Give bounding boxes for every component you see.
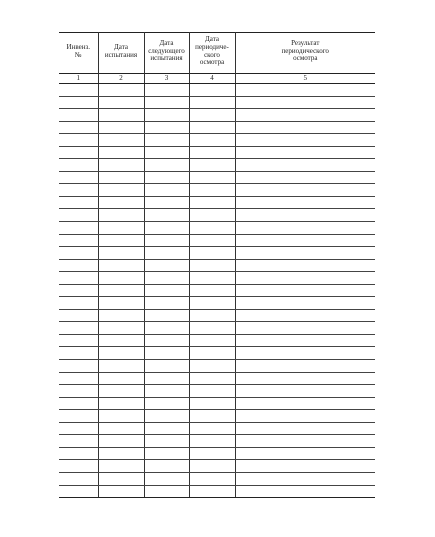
- empty-cell: [189, 134, 235, 147]
- table-row: [59, 322, 375, 335]
- empty-cell: [98, 472, 144, 485]
- empty-cell: [144, 222, 189, 235]
- empty-cell: [98, 121, 144, 134]
- header-next-test-date: Дата следующего испытания: [144, 33, 189, 74]
- table-row: [59, 422, 375, 435]
- empty-cell: [59, 134, 98, 147]
- empty-cell: [189, 259, 235, 272]
- empty-cell: [235, 485, 375, 498]
- empty-cell: [235, 146, 375, 159]
- empty-cell: [144, 397, 189, 410]
- empty-cell: [59, 372, 98, 385]
- empty-cell: [235, 96, 375, 109]
- empty-cell: [144, 259, 189, 272]
- empty-cell: [189, 347, 235, 360]
- empty-cell: [189, 184, 235, 197]
- empty-cell: [59, 397, 98, 410]
- empty-cell: [98, 410, 144, 423]
- empty-cell: [235, 447, 375, 460]
- table-row: [59, 385, 375, 398]
- empty-cell: [189, 410, 235, 423]
- column-number: 3: [144, 74, 189, 84]
- empty-cell: [98, 309, 144, 322]
- empty-cell: [189, 96, 235, 109]
- empty-cell: [98, 460, 144, 473]
- table-row: [59, 460, 375, 473]
- empty-cell: [235, 222, 375, 235]
- empty-cell: [144, 134, 189, 147]
- empty-cell: [59, 247, 98, 260]
- table-row: [59, 309, 375, 322]
- empty-cell: [59, 322, 98, 335]
- table-row: [59, 347, 375, 360]
- empty-cell: [189, 109, 235, 122]
- empty-cell: [59, 171, 98, 184]
- table-row: [59, 485, 375, 498]
- table-row: [59, 159, 375, 172]
- empty-cell: [235, 372, 375, 385]
- empty-cell: [59, 84, 98, 97]
- empty-cell: [59, 447, 98, 460]
- empty-cell: [235, 284, 375, 297]
- empty-cell: [144, 159, 189, 172]
- header-inventory-number: Инвенз. №: [59, 33, 98, 74]
- empty-cell: [189, 472, 235, 485]
- empty-cell: [98, 272, 144, 285]
- empty-cell: [144, 435, 189, 448]
- empty-cell: [189, 146, 235, 159]
- table-row: [59, 410, 375, 423]
- table-row: [59, 435, 375, 448]
- empty-cell: [98, 209, 144, 222]
- empty-cell: [189, 447, 235, 460]
- table-row: [59, 121, 375, 134]
- empty-cell: [235, 297, 375, 310]
- empty-cell: [98, 96, 144, 109]
- header-test-date: Дата испытания: [98, 33, 144, 74]
- table-row: [59, 397, 375, 410]
- table-row: [59, 96, 375, 109]
- empty-cell: [189, 171, 235, 184]
- empty-cell: [189, 196, 235, 209]
- empty-cell: [98, 159, 144, 172]
- empty-cell: [235, 196, 375, 209]
- empty-cell: [189, 435, 235, 448]
- empty-cell: [59, 259, 98, 272]
- empty-cell: [98, 422, 144, 435]
- empty-cell: [235, 134, 375, 147]
- empty-cell: [98, 284, 144, 297]
- header-inspection-result: Результат периодического осмотра: [235, 33, 375, 74]
- empty-cell: [59, 146, 98, 159]
- empty-cell: [98, 435, 144, 448]
- empty-cell: [144, 485, 189, 498]
- empty-cell: [144, 410, 189, 423]
- empty-cell: [144, 297, 189, 310]
- table-row: [59, 297, 375, 310]
- empty-cell: [189, 360, 235, 373]
- column-number: 4: [189, 74, 235, 84]
- column-number-row: [59, 74, 375, 84]
- empty-cell: [59, 234, 98, 247]
- empty-cell: [144, 284, 189, 297]
- empty-cell: [235, 84, 375, 97]
- empty-cell: [144, 309, 189, 322]
- empty-cell: [98, 222, 144, 235]
- table-row: [59, 360, 375, 373]
- empty-cell: [59, 196, 98, 209]
- empty-cell: [235, 109, 375, 122]
- empty-cell: [144, 347, 189, 360]
- empty-cell: [59, 347, 98, 360]
- empty-cell: [189, 397, 235, 410]
- empty-cell: [189, 422, 235, 435]
- empty-cell: [189, 159, 235, 172]
- table-row: [59, 259, 375, 272]
- table-row: [59, 334, 375, 347]
- empty-cell: [189, 209, 235, 222]
- empty-cell: [59, 422, 98, 435]
- empty-cell: [59, 385, 98, 398]
- empty-cell: [235, 234, 375, 247]
- empty-cell: [98, 247, 144, 260]
- table-row: [59, 109, 375, 122]
- empty-cell: [235, 435, 375, 448]
- empty-cell: [189, 485, 235, 498]
- table-row: [59, 184, 375, 197]
- empty-cell: [59, 209, 98, 222]
- empty-cell: [98, 447, 144, 460]
- empty-cell: [59, 159, 98, 172]
- empty-cell: [59, 360, 98, 373]
- empty-cell: [98, 196, 144, 209]
- table-row: [59, 272, 375, 285]
- column-number: 1: [59, 74, 98, 84]
- table-row: [59, 84, 375, 97]
- table-row: [59, 134, 375, 147]
- empty-cell: [189, 84, 235, 97]
- empty-cell: [144, 96, 189, 109]
- empty-cell: [235, 121, 375, 134]
- empty-cell: [59, 472, 98, 485]
- empty-cell: [59, 435, 98, 448]
- table-row: [59, 472, 375, 485]
- empty-cell: [189, 322, 235, 335]
- empty-cell: [59, 184, 98, 197]
- empty-cell: [144, 385, 189, 398]
- empty-cell: [235, 460, 375, 473]
- empty-cell: [59, 222, 98, 235]
- empty-cell: [235, 309, 375, 322]
- empty-cell: [59, 272, 98, 285]
- empty-cell: [144, 234, 189, 247]
- empty-cell: [235, 322, 375, 335]
- empty-cell: [144, 146, 189, 159]
- empty-cell: [235, 385, 375, 398]
- empty-cell: [189, 385, 235, 398]
- empty-cell: [98, 297, 144, 310]
- empty-cell: [144, 184, 189, 197]
- empty-cell: [189, 334, 235, 347]
- empty-cell: [189, 272, 235, 285]
- empty-cell: [59, 96, 98, 109]
- empty-cell: [189, 372, 235, 385]
- empty-cell: [144, 334, 189, 347]
- empty-cell: [98, 84, 144, 97]
- empty-cell: [144, 272, 189, 285]
- empty-cell: [235, 334, 375, 347]
- empty-cell: [189, 460, 235, 473]
- empty-cell: [144, 84, 189, 97]
- table-row: [59, 247, 375, 260]
- empty-cell: [144, 121, 189, 134]
- empty-cell: [189, 284, 235, 297]
- empty-cell: [144, 209, 189, 222]
- table-row: [59, 196, 375, 209]
- empty-cell: [235, 272, 375, 285]
- header-row: [59, 33, 375, 74]
- table-row: [59, 284, 375, 297]
- empty-cell: [189, 309, 235, 322]
- empty-cell: [189, 222, 235, 235]
- empty-cell: [144, 460, 189, 473]
- empty-cell: [189, 247, 235, 260]
- table-row: [59, 146, 375, 159]
- empty-cell: [98, 397, 144, 410]
- empty-cell: [189, 234, 235, 247]
- empty-cell: [235, 171, 375, 184]
- empty-cell: [144, 196, 189, 209]
- empty-cell: [144, 109, 189, 122]
- empty-cell: [235, 259, 375, 272]
- inspection-log-table: [59, 32, 375, 498]
- empty-cell: [235, 184, 375, 197]
- empty-cell: [98, 347, 144, 360]
- table-row: [59, 171, 375, 184]
- empty-cell: [98, 334, 144, 347]
- table-row: [59, 222, 375, 235]
- empty-cell: [59, 121, 98, 134]
- empty-cell: [235, 360, 375, 373]
- empty-cell: [98, 146, 144, 159]
- empty-cell: [144, 472, 189, 485]
- empty-cell: [144, 447, 189, 460]
- empty-cell: [144, 171, 189, 184]
- empty-cell: [189, 121, 235, 134]
- empty-cell: [98, 360, 144, 373]
- empty-cell: [59, 284, 98, 297]
- empty-cell: [98, 372, 144, 385]
- table-row: [59, 372, 375, 385]
- empty-cell: [98, 171, 144, 184]
- table-row: [59, 209, 375, 222]
- table-row: [59, 447, 375, 460]
- empty-cell: [235, 410, 375, 423]
- empty-cell: [98, 109, 144, 122]
- empty-cell: [144, 360, 189, 373]
- empty-cell: [235, 209, 375, 222]
- empty-cell: [59, 485, 98, 498]
- empty-cell: [98, 322, 144, 335]
- empty-cell: [59, 109, 98, 122]
- empty-cell: [235, 472, 375, 485]
- empty-cell: [98, 234, 144, 247]
- table-row: [59, 234, 375, 247]
- empty-cell: [235, 422, 375, 435]
- empty-cell: [144, 322, 189, 335]
- empty-cell: [98, 485, 144, 498]
- empty-cell: [59, 334, 98, 347]
- empty-cell: [98, 184, 144, 197]
- empty-cell: [59, 460, 98, 473]
- empty-cell: [235, 247, 375, 260]
- empty-cell: [98, 385, 144, 398]
- empty-cell: [59, 410, 98, 423]
- column-number: 2: [98, 74, 144, 84]
- empty-cell: [59, 309, 98, 322]
- header-periodic-inspection-date: Дата периодиче- ского осмотра: [189, 33, 235, 74]
- empty-cell: [235, 397, 375, 410]
- empty-cell: [189, 297, 235, 310]
- empty-cell: [59, 297, 98, 310]
- empty-cell: [98, 259, 144, 272]
- empty-cell: [98, 134, 144, 147]
- empty-cell: [144, 247, 189, 260]
- empty-cell: [235, 159, 375, 172]
- column-number: 5: [235, 74, 375, 84]
- empty-cell: [144, 422, 189, 435]
- empty-cell: [235, 347, 375, 360]
- empty-cell: [144, 372, 189, 385]
